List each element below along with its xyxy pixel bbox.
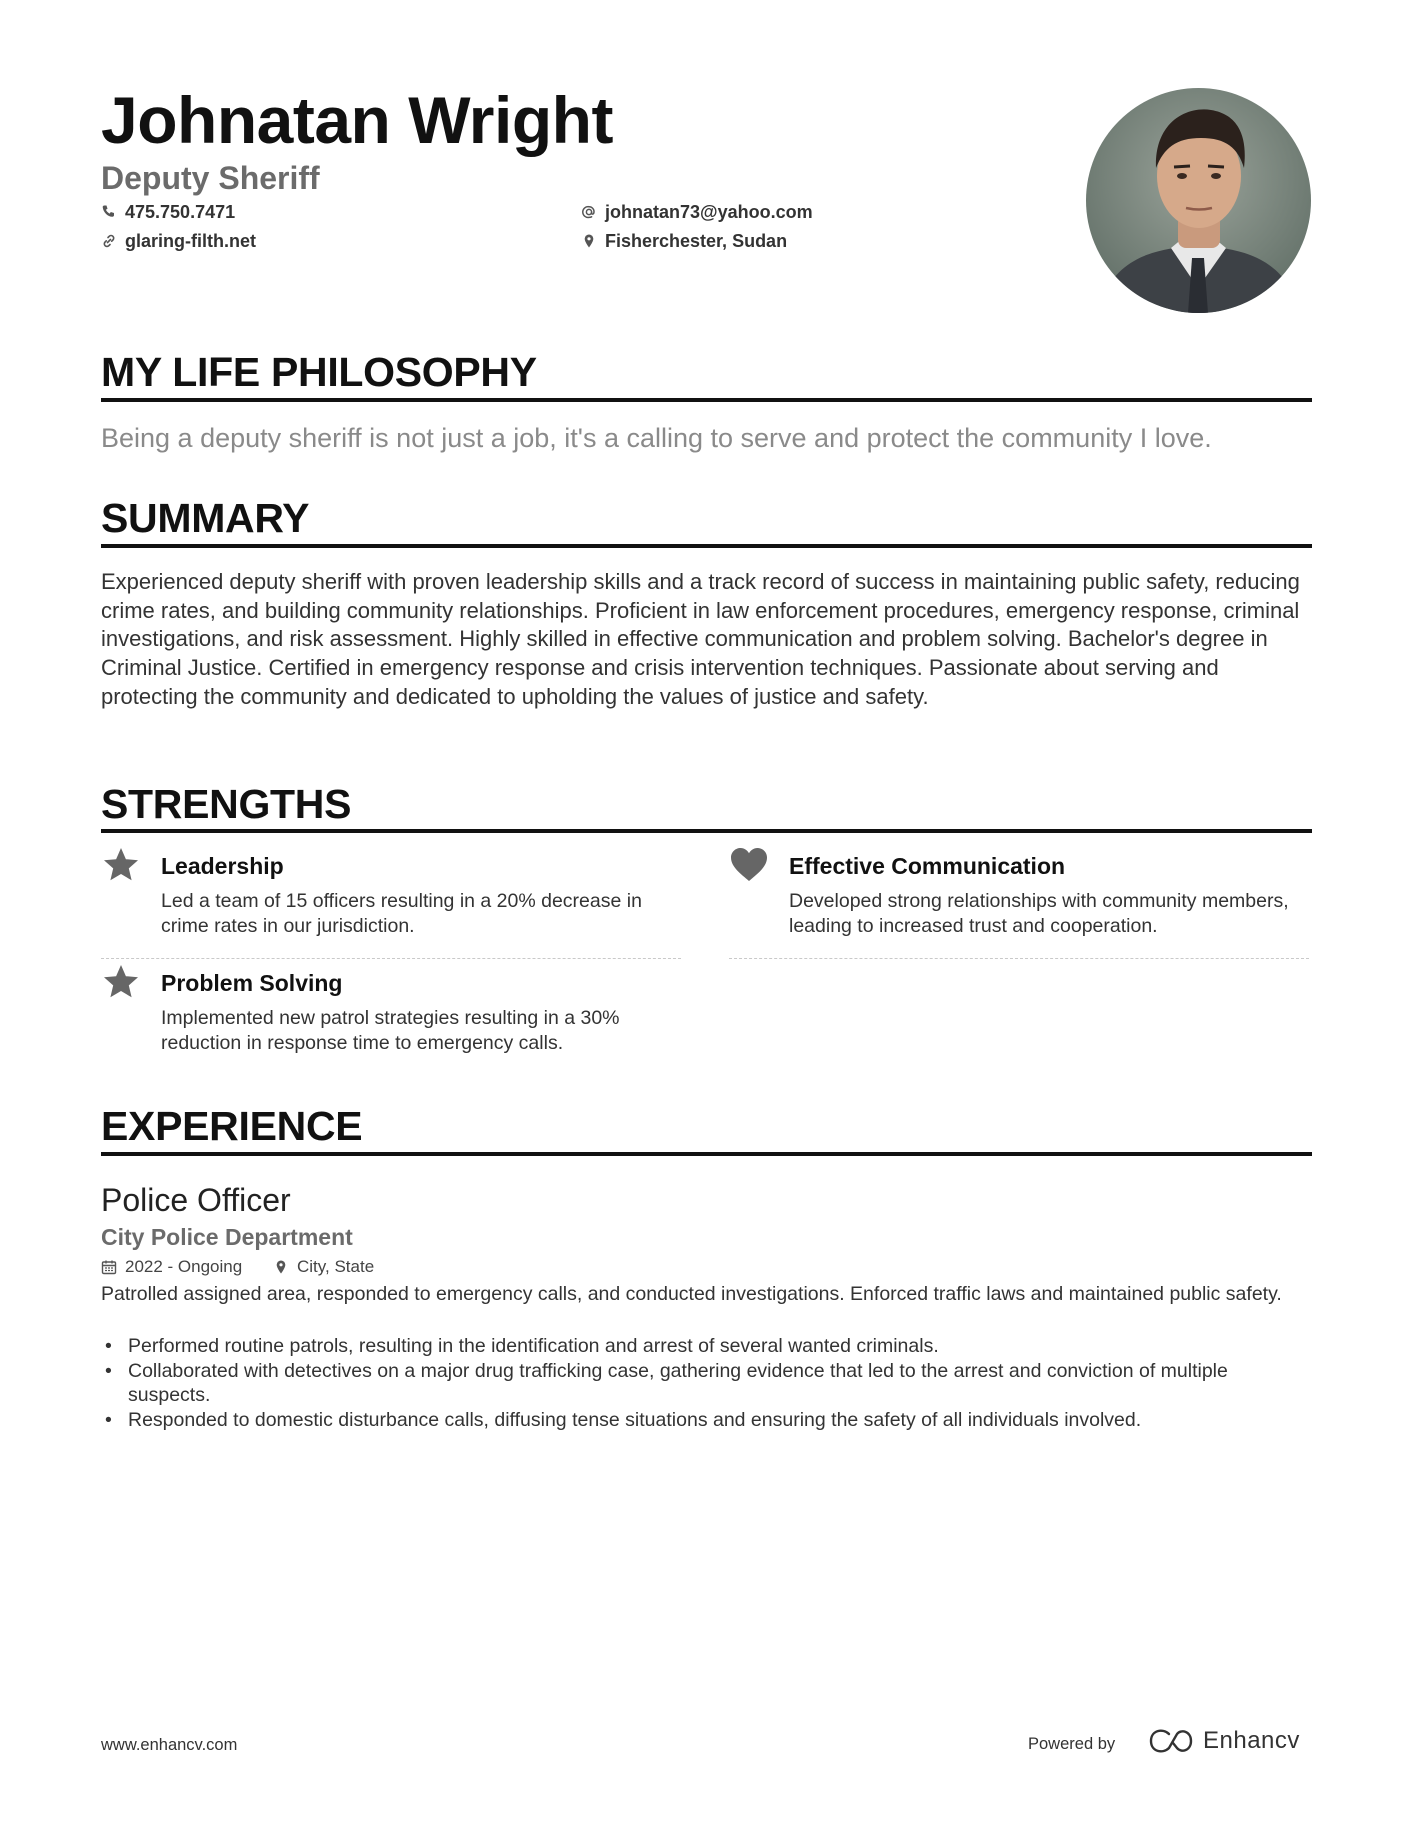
dashed-divider xyxy=(101,958,681,959)
brand-name: Enhancv xyxy=(1203,1727,1300,1754)
profile-photo xyxy=(1086,88,1311,313)
phone-text: 475.750.7471 xyxy=(125,202,236,222)
contact-location xyxy=(581,229,787,253)
link-icon xyxy=(101,233,117,249)
phone-icon xyxy=(101,204,117,220)
job-location-text: City, State xyxy=(297,1257,375,1276)
list-item: • Performed routine patrols, resulting in the identification and arrest of several wanted criminals. xyxy=(101,1334,1312,1359)
list-item: • Responded to domestic disturbance calls, diffusing tense situations and ensuring the safety of all individuals involved. xyxy=(101,1408,1312,1433)
dashed-divider xyxy=(729,958,1309,959)
contact-phone xyxy=(101,200,235,224)
at-icon xyxy=(581,204,597,220)
contact-website[interactable] xyxy=(101,229,256,253)
star-icon xyxy=(101,962,141,1002)
footer-site-link[interactable]: www.enhancv.com xyxy=(101,1736,238,1754)
strength-name: Leadership xyxy=(161,853,284,879)
summary-heading: SUMMARY xyxy=(101,495,310,541)
strengths-heading: STRENGTHS xyxy=(101,781,352,827)
avatar xyxy=(1086,88,1311,313)
summary-text: Experienced deputy sheriff with proven leadership skills and a track record of success in maintaining public safety, reducing crime rates, and building community relationships. Proficient in law enforcement procedures, emergency response, criminal investigations, and risk assessment. Highly skilled in effective communication and problem solving. Bachelor's degree in Criminal Justice. Certified in emergency response and crisis intervention techniques. Passionate about serving and protecting the community and dedicated to upholding the values of justice and safety. xyxy=(101,569,1300,709)
job-location xyxy=(273,1256,374,1278)
job-achievements xyxy=(101,1334,1312,1432)
strength-description: Led a team of 15 officers resulting in a 20% decrease in crime rates in our jurisdiction. xyxy=(161,890,642,937)
strength-description: Implemented new patrol strategies resulting in a 30% reduction in response time to emergency calls. xyxy=(161,1007,620,1054)
resume-page xyxy=(101,0,1312,1826)
website-text: glaring-filth.net xyxy=(125,231,256,251)
location-pin-icon xyxy=(273,1259,289,1275)
candidate-title: Deputy Sheriff xyxy=(101,160,320,196)
job-dates-text: 2022 - Ongoing xyxy=(125,1257,243,1276)
email-text: johnatan73@yahoo.com xyxy=(605,202,813,222)
star-icon xyxy=(101,845,141,885)
job-description: Patrolled assigned area, responded to emergency calls, and conducted investigations. Enforced traffic laws and maintained public safety. xyxy=(101,1283,1282,1305)
philosophy-quote: Being a deputy sheriff is not just a job, it's a calling to serve and protect the community I love. xyxy=(101,423,1212,453)
philosophy-heading: MY LIFE PHILOSOPHY xyxy=(101,349,537,395)
job-role: Police Officer xyxy=(101,1182,291,1218)
location-text: Fisherchester, Sudan xyxy=(605,231,788,251)
strength-description: Developed strong relationships with community members, leading to increased trust and cooperation. xyxy=(789,890,1289,937)
contact-email[interactable] xyxy=(581,200,813,224)
strength-name: Problem Solving xyxy=(161,970,343,996)
list-item: • Collaborated with detectives on a major drug trafficking case, gathering evidence that led to the arrest and conviction of multiple suspects. xyxy=(101,1359,1312,1408)
experience-heading: EXPERIENCE xyxy=(101,1103,363,1149)
candidate-name: Johnatan Wright xyxy=(101,83,613,157)
section-divider xyxy=(101,1152,1312,1156)
strength-name: Effective Communication xyxy=(789,853,1066,879)
job-company: City Police Department xyxy=(101,1224,353,1250)
footer-powered-by: Powered by xyxy=(1028,1735,1116,1753)
brand-logo[interactable] xyxy=(1147,1726,1300,1756)
section-divider xyxy=(101,544,1312,548)
section-divider xyxy=(101,829,1312,833)
section-divider xyxy=(101,398,1312,402)
location-pin-icon xyxy=(581,233,597,249)
calendar-icon xyxy=(101,1259,117,1275)
job-dates xyxy=(101,1256,242,1278)
enhancv-logo-icon xyxy=(1147,1726,1195,1756)
heart-icon xyxy=(729,845,769,885)
